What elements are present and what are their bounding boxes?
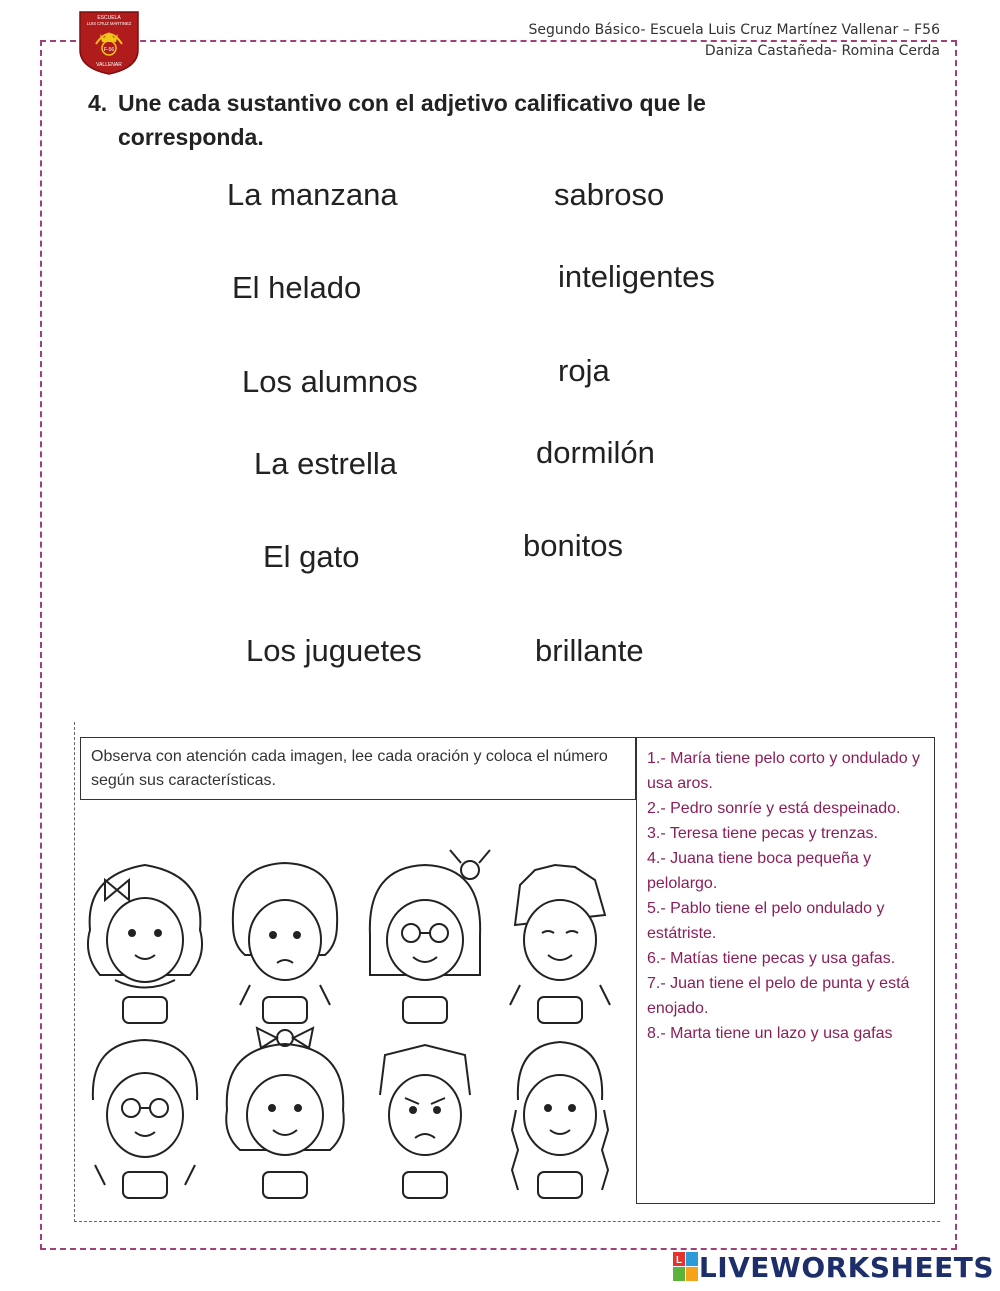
question-heading	[88, 86, 848, 154]
liveworksheets-logo-icon	[673, 1252, 699, 1282]
noun-item[interactable]: La manzana	[227, 177, 398, 212]
noun-item[interactable]: El gato	[263, 539, 360, 574]
adjective-item[interactable]: roja	[558, 353, 610, 388]
question-number: 4.	[88, 90, 108, 116]
sentence-item: 1.- María tiene pelo corto y ondulado y usa aros.	[647, 750, 921, 792]
adjective-item[interactable]: brillante	[535, 633, 644, 668]
noun-item[interactable]: El helado	[232, 270, 362, 305]
sentence-item: 3.- Teresa tiene pecas y trenzas.	[647, 825, 878, 842]
liveworksheets-wordmark: LIVEWORKSHEETS	[698, 1250, 994, 1284]
adjective-item[interactable]: inteligentes	[558, 259, 715, 294]
liveworksheets-brand	[673, 1249, 994, 1285]
face-5	[93, 1040, 197, 1198]
face-1	[88, 865, 202, 1023]
sentence-item: 7.- Juan tiene el pelo de punta y está enojado.	[647, 975, 910, 1017]
adjective-item[interactable]: bonitos	[523, 528, 623, 563]
page-header	[529, 20, 940, 62]
header-school-line: Segundo Básico- Escuela Luis Cruz Martínez Vallenar – F56	[528, 22, 940, 38]
face-7	[380, 1045, 470, 1198]
svg-text:LUIS CRUZ MARTINEZ: LUIS CRUZ MARTINEZ	[86, 21, 132, 26]
face-8	[512, 1042, 608, 1198]
face-6	[226, 1028, 344, 1198]
face-3	[370, 850, 490, 1023]
adjective-item[interactable]: dormilón	[536, 435, 655, 470]
children-faces-illustration	[80, 840, 630, 1210]
school-crest-logo	[78, 10, 140, 76]
noun-item[interactable]: Los alumnos	[242, 364, 418, 399]
instruction-box: Observa con atención cada imagen, lee cada oración y coloca el número según sus características.	[80, 737, 636, 800]
svg-text:L: L	[675, 1255, 682, 1266]
svg-text:F-56: F-56	[103, 47, 115, 53]
svg-text:VALLENAR: VALLENAR	[96, 62, 122, 68]
question-text: Une cada sustantivo con el adjetivo calificativo que le corresponda.	[118, 90, 706, 150]
sentences-box	[636, 737, 935, 1204]
sentence-item: 8.- Marta tiene un lazo y usa gafas	[647, 1025, 893, 1042]
face-4	[510, 865, 610, 1023]
sentence-item: 4.- Juana tiene boca pequeña y pelolargo.	[647, 850, 872, 892]
sentence-item: 2.- Pedro sonríe y está despeinado.	[647, 800, 901, 817]
header-authors-line: Daniza Castañeda- Romina Cerda	[704, 43, 940, 59]
adjective-item[interactable]: sabroso	[554, 177, 665, 212]
svg-text:ESCUELA: ESCUELA	[97, 15, 121, 21]
sentence-item: 5.- Pablo tiene el pelo ondulado y estátriste.	[647, 900, 885, 942]
noun-item[interactable]: La estrella	[254, 446, 398, 481]
sentence-item: 6.- Matías tiene pecas y usa gafas.	[647, 950, 896, 967]
face-2	[233, 863, 337, 1023]
noun-item[interactable]: Los juguetes	[246, 633, 422, 668]
